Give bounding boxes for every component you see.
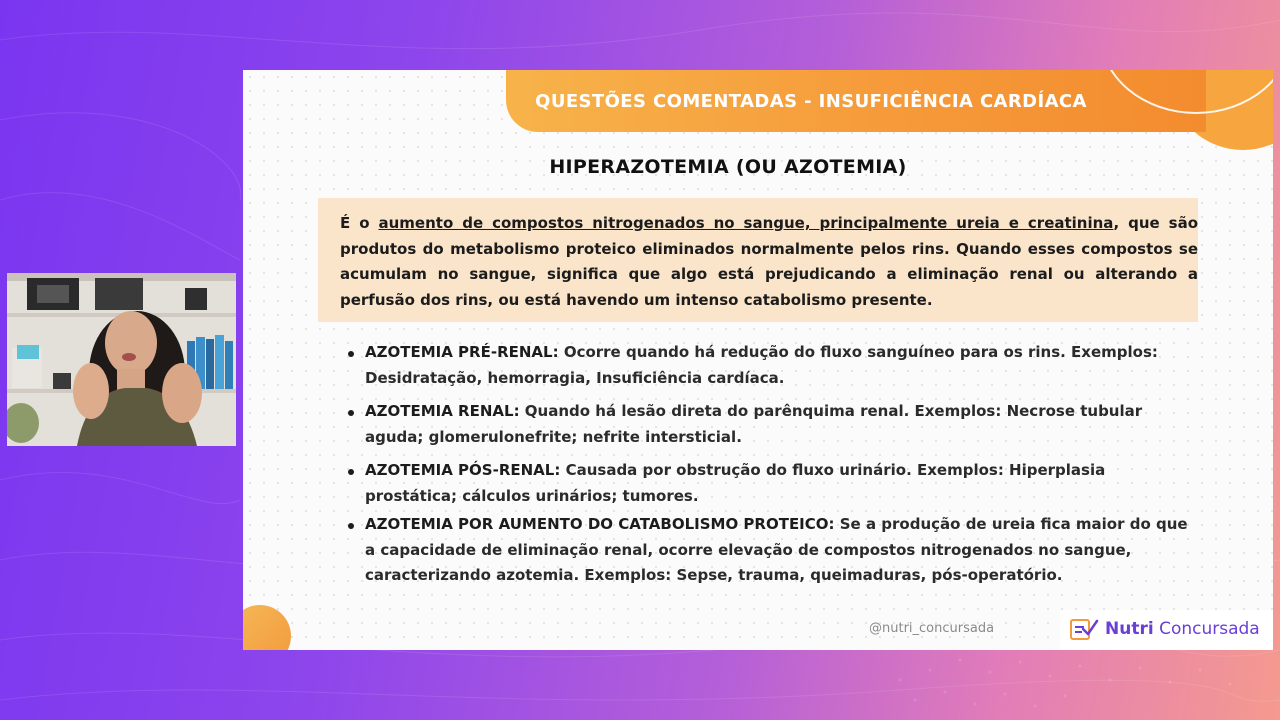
bullet-lead: AZOTEMIA PRÉ-RENAL: bbox=[365, 343, 559, 361]
bullet-lead: AZOTEMIA RENAL: bbox=[365, 402, 520, 420]
bullet-body: Causada por obstrução do fluxo urinário. Exemplos: Hiperplasia prostática; cálculos urinários; tumores. bbox=[365, 461, 1106, 505]
list-item bbox=[348, 399, 1188, 450]
bullet-body: Quando há lesão direta do parênquima renal. Exemplos: Necrose tubular aguda; glomerulonefrite; nefrite intersticial. bbox=[365, 402, 1143, 446]
social-handle: @nutri_concursada bbox=[869, 621, 995, 636]
bullet-lead: AZOTEMIA POR AUMENTO DO CATABOLISMO PROTEICO: bbox=[365, 515, 835, 533]
list-item bbox=[348, 458, 1188, 509]
list-item bbox=[348, 340, 1188, 391]
checklist-logo-icon bbox=[1069, 617, 1099, 641]
slide-main-title: HIPERAZOTEMIA (OU AZOTEMIA) bbox=[549, 156, 907, 178]
definition-text bbox=[340, 211, 1198, 313]
definition-prefix: É o bbox=[340, 214, 379, 232]
slide-header-title: QUESTÕES COMENTADAS - INSUFICIÊNCIA CARDÍACA bbox=[535, 90, 1087, 112]
webcam-video-feed bbox=[7, 273, 236, 446]
bullet-body: Ocorre quando há redução do fluxo sanguíneo para os rins. Exemplos: Desidratação, hemorragia, Insuficiência cardíaca. bbox=[365, 343, 1158, 387]
bullet-body: Se a produção de ureia fica maior do que a capacidade de eliminação renal, ocorre elevação de compostos nitrogenados no sangue, caracterizando azotemia. Exemplos: Sepse, trauma, queimaduras, pós-operatório. bbox=[365, 515, 1188, 584]
definition-rest: , que são produtos do metabolismo proteico eliminados normalmente pelos rins. Quando esses compostos se acumulam no sangue, significa que algo está prejudicando a eliminação renal ou alterando a perfusão dos rins, ou está havendo um intenso catabolismo presente. bbox=[340, 214, 1199, 309]
bullet-lead: AZOTEMIA PÓS-RENAL: bbox=[365, 461, 561, 479]
definition-underlined: aumento de compostos nitrogenados no sangue, principalmente ureia e creatinina bbox=[378, 214, 1114, 232]
brand-name-bold: Nutri bbox=[1105, 619, 1154, 639]
webcam-presenter-image bbox=[7, 273, 236, 446]
list-item bbox=[348, 512, 1188, 589]
presentation-slide bbox=[243, 70, 1273, 650]
brand-name-light: Concursada bbox=[1153, 619, 1260, 639]
corner-circle-decoration bbox=[243, 605, 291, 650]
brand-name bbox=[1105, 619, 1260, 639]
azotemia-types-list bbox=[348, 340, 1188, 589]
